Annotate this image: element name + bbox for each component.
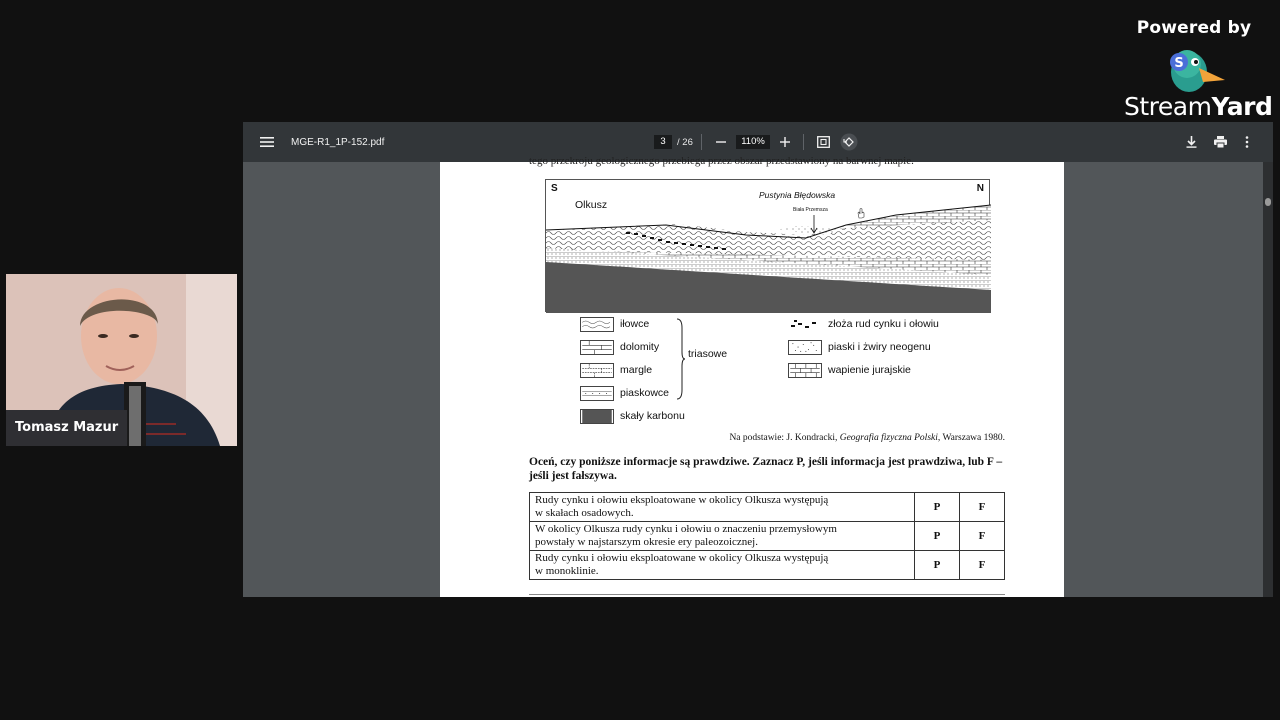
true-option[interactable]: P (915, 493, 960, 522)
question-text: Oceń, czy poniższe informacje są prawdziwe. Zaznacz P, jeśli informacja jest prawdziwa, lub F – jeśli jest fałszywa. (529, 456, 1003, 482)
legend-label: piaski i żwiry neogenu (828, 341, 931, 353)
print-button[interactable] (1210, 122, 1230, 162)
pdf-page (440, 155, 1064, 597)
page-divider (529, 594, 1005, 595)
legend-swatch-solid-gray (580, 409, 614, 424)
statement-line: Rudy cynku i ołowiu eksploatowane w okolicy Olkusza występują (535, 552, 829, 564)
download-button[interactable] (1181, 122, 1201, 162)
legend-label: złoża rud cynku i ołowiu (828, 318, 939, 330)
legend-swatch-brick (788, 363, 822, 378)
legend-item (580, 316, 649, 332)
legend-label: piaskowce (620, 387, 670, 399)
source-citation (729, 433, 1005, 443)
menu-button[interactable] (255, 122, 279, 162)
true-option[interactable]: P (915, 522, 960, 551)
true-option[interactable]: P (915, 551, 960, 580)
legend-item (580, 362, 652, 378)
olkusz-label: Olkusz (575, 199, 608, 211)
cut-off-text-line: tego przekroju geologicznego przebiega przez obszar przedstawiony na barwnej mapie. (529, 155, 914, 167)
legend-swatch-stipple (788, 340, 822, 355)
legend-triassic (580, 316, 740, 436)
toolbar-divider (803, 134, 804, 150)
north-label: N (976, 183, 984, 194)
more-options-icon (1245, 136, 1249, 148)
legend-item (580, 408, 685, 424)
brace-symbol (676, 318, 686, 400)
pustynia-label: Pustynia Błędowska (759, 190, 836, 200)
statement-cell (530, 522, 915, 551)
zoom-in-icon (780, 137, 790, 147)
biala-przemsza-label: Biała Przemsza (793, 207, 828, 213)
source-title: Geografia fizyczna Polski (839, 433, 938, 443)
pdf-document-area[interactable] (243, 155, 1263, 597)
print-icon (1214, 136, 1227, 148)
more-options-button[interactable] (1239, 122, 1255, 162)
powered-by-label: Powered by (1136, 18, 1252, 38)
zoom-out-icon (716, 137, 726, 147)
brand-name-bold: Yard (1211, 92, 1273, 121)
webcam-feed (6, 274, 237, 446)
triassic-label: triasowe (688, 348, 728, 360)
zoom-level-input[interactable]: 110% (736, 135, 770, 149)
legend-swatch-brick-dashed (580, 363, 614, 378)
legend-other (788, 316, 1018, 396)
menu-icon (260, 136, 274, 148)
legend-label: margle (620, 364, 653, 376)
legend-label: skały karbonu (620, 410, 685, 422)
legend-swatch-dots-lines (580, 386, 614, 401)
legend-item (788, 339, 931, 355)
source-prefix: Na podstawie: J. Kondracki, (729, 433, 840, 443)
statement-line: w skałach osadowych. (535, 507, 634, 519)
table-row (530, 522, 1005, 551)
fit-to-page-icon (817, 136, 830, 148)
false-option[interactable]: F (960, 551, 1005, 580)
legend-item (788, 362, 911, 378)
false-option[interactable]: F (960, 493, 1005, 522)
legend-item (580, 339, 659, 355)
legend-label: dolomity (620, 341, 660, 353)
table-row (530, 551, 1005, 580)
streamyard-branding (1124, 18, 1273, 121)
svg-text:S: S (1174, 56, 1184, 71)
download-icon (1186, 136, 1197, 148)
geological-cross-section (545, 179, 990, 312)
legend-label: wapienie jurajskie (828, 364, 911, 376)
source-suffix: , Warszawa 1980. (937, 433, 1005, 443)
legend-swatch-wavy (580, 317, 614, 332)
pdf-viewer (243, 122, 1273, 597)
streamyard-wordmark (1124, 92, 1273, 121)
legend-swatch-ore (788, 317, 822, 332)
table-row (530, 493, 1005, 522)
legend-item (580, 385, 669, 401)
page-number-input[interactable]: 3 (654, 135, 672, 149)
statement-line: powstały w najstarszym okresie ery paleozoicznej. (535, 536, 758, 548)
true-false-table (529, 492, 1005, 580)
toolbar-divider (701, 134, 702, 150)
south-label: S (551, 183, 558, 194)
hand-cursor-icon (855, 207, 867, 219)
file-title: MGE-R1_1P-152.pdf (291, 136, 385, 148)
scrollbar-thumb[interactable] (1265, 198, 1271, 206)
duck-mascot-icon (1159, 42, 1229, 94)
legend-swatch-brick-thin (580, 340, 614, 355)
vertical-scrollbar[interactable] (1263, 162, 1273, 597)
legend-item (788, 316, 939, 332)
statement-line: Rudy cynku i ołowiu eksploatowane w okolicy Olkusza występują (535, 494, 829, 506)
brand-name-light: Stream (1124, 92, 1212, 121)
statement-cell (530, 493, 915, 522)
page-separator-text: / (677, 136, 680, 148)
legend-label: iłowce (620, 318, 650, 330)
statement-cell (530, 551, 915, 580)
false-option[interactable]: F (960, 522, 1005, 551)
rotate-icon (840, 133, 858, 151)
total-pages: 26 (682, 136, 693, 148)
participant-name-tag: Tomasz Mazur (6, 410, 127, 446)
statement-line: w monoklinie. (535, 565, 599, 577)
statement-line: W okolicy Olkusza rudy cynku i ołowiu o znaczeniu przemysłowym (535, 523, 837, 535)
